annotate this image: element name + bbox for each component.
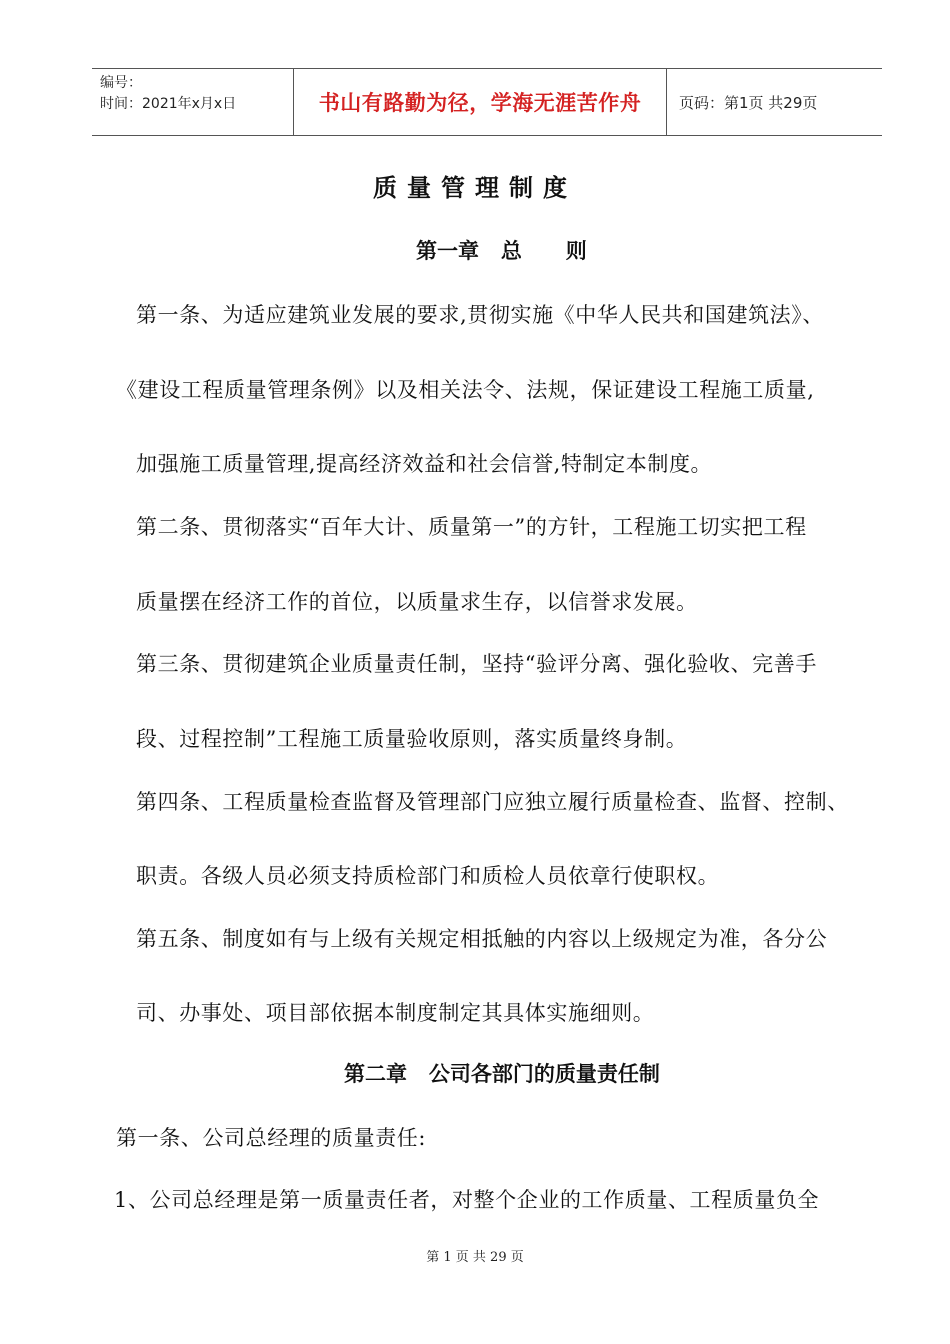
paragraph-line: 1、公司总经理是第一质量责任者，对整个企业的工作质量、工程质量负全	[114, 1188, 820, 1212]
paragraph-line: 《建设工程质量管理条例》以及相关法令、法规，保证建设工程施工质量,	[116, 378, 815, 402]
page-header	[92, 68, 882, 136]
header-meta	[92, 69, 293, 135]
document-title: 质量管理制度	[373, 174, 577, 202]
header-page-info: 页码：第1页 共29页	[679, 93, 818, 112]
chapter-2-title: 第二章 公司各部门的质量责任制	[344, 1062, 660, 1086]
paragraph-line: 第四条、工程质量检查监督及管理部门应独立履行质量检查、监督、控制、	[136, 790, 849, 814]
paragraph-line: 加强施工质量管理,提高经济效益和社会信誉,特制定本制度。	[136, 452, 713, 476]
header-motto: 书山有路勤为径，学海无涯苦作舟	[293, 69, 667, 135]
serial-label: 编号：	[100, 75, 142, 91]
chapter-1-title: 第一章 总 则	[416, 239, 587, 263]
paragraph-line: 职责。各级人员必须支持质检部门和质检人员依章行使职权。	[136, 864, 720, 888]
paragraph-line: 第五条、制度如有与上级有关规定相抵触的内容以上级规定为准，各分公	[136, 927, 828, 951]
time-label: 时间：2021年x月x日	[100, 96, 237, 112]
paragraph-line: 质量摆在经济工作的首位，以质量求生存，以信誉求发展。	[136, 590, 698, 614]
paragraph-line: 第一条、为适应建筑业发展的要求,贯彻实施《中华人民共和国建筑法》、	[136, 303, 824, 327]
paragraph-line: 第三条、贯彻建筑企业质量责任制，坚持“验评分离、强化验收、完善手	[136, 652, 817, 676]
paragraph-line: 第二条、贯彻落实“百年大计、质量第一”的方针，工程施工切实把工程	[136, 515, 807, 539]
page-footer: 第 1 页 共 29 页	[426, 1250, 524, 1265]
paragraph-line: 段、过程控制”工程施工质量验收原则，落实质量终身制。	[136, 727, 688, 751]
paragraph-line: 第一条、公司总经理的质量责任:	[116, 1126, 427, 1150]
paragraph-line: 司、办事处、项目部依据本制度制定其具体实施细则。	[136, 1001, 655, 1025]
